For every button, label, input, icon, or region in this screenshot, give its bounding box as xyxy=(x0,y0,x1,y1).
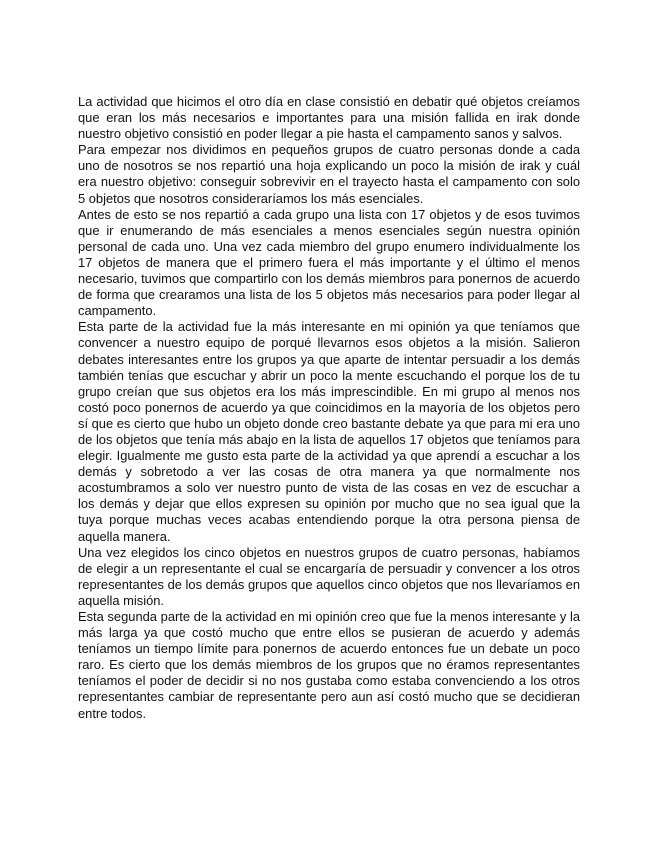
paragraph-second-part: Esta segunda parte de la actividad en mi opinión creo que fue la menos interesante y la más larga ya que costó mucho que entre ellos se pusieran de acuerdo y además teníamos un tiempo límite para ponernos de acuerdo entonces fue un debate un poco raro. Es cierto que los demás miembros de los grupos que no éramos representantes teníamos el poder de decidir si no nos gustaba como estaba convenciendo a los otros representantes cambiar de representante pero aun así costó mucho que se decidieran entre todos. xyxy=(78,609,580,721)
paragraph-debate: Esta parte de la actividad fue la más interesante en mi opinión ya que teníamos que convencer a nuestro equipo de porqué llevarnos esos objetos a la misión. Salieron debates interesantes entre los grupos ya que aparte de intentar persuadir a los demás también tenías que escuchar y abrir un poco la mente escuchando el porque los de tu grupo creían que sus objetos era los más imprescindible. En mi grupo al menos nos costó poco ponernos de acuerdo ya que coincidimos en la mayoría de los objetos pero sí que es cierto que hubo un objeto donde creo bastante debate ya que para mi era uno de los objetos que tenía más abajo en la lista de aquellos 17 objetos que teníamos para elegir. Igualmente me gusto esta parte de la actividad ya que aprendí a escuchar a los demás y sobretodo a ver las cosas de otra manera ya que normalmente nos acostumbramos a solo ver nuestro punto de vista de las cosas en vez de escuchar a los demás y dejar que ellos expresen su opinión por mucho que no sea igual que la tuya porque muchas veces acabas entendiendo porque la otra persona piensa de aquella manera. xyxy=(78,319,580,544)
document-body xyxy=(78,94,580,722)
paragraph-intro: La actividad que hicimos el otro día en clase consistió en debatir qué objetos creíamos que eran los más necesarios e importantes para una misión fallida en irak donde nuestro objetivo consistió en poder llegar a pie hasta el campamento sanos y salvos. xyxy=(78,94,580,142)
paragraph-list: Antes de esto se nos repartió a cada grupo una lista con 17 objetos y de esos tuvimos que ir enumerando de más esenciales a menos esenciales según nuestra opinión personal de cada uno. Una vez cada miembro del grupo enumero individualmente los 17 objetos de manera que el primero fuera el más importante y el último el menos necesario, tuvimos que compartirlo con los demás miembros para ponernos de acuerdo de forma que crearamos una lista de los 5 objetos más necesarios para poder llegar al campamento. xyxy=(78,206,580,319)
paragraph-representative: Una vez elegidos los cinco objetos en nuestros grupos de cuatro personas, habíamos de elegir a un representante el cual se encargaría de persuadir y convencer a los otros representantes de los demás grupos que aquellos cinco objetos que nos llevaríamos en aquella misión. xyxy=(78,544,580,608)
paragraph-groups: Para empezar nos dividimos en pequeños grupos de cuatro personas donde a cada uno de nosotros se nos repartió una hoja explicando un poco la misión de irak y cuál era nuestro objetivo: conseguir sobrevivir en el trayecto hasta el campamento con solo 5 objetos que nosotros consideraríamos los más esenciales. xyxy=(78,142,580,206)
